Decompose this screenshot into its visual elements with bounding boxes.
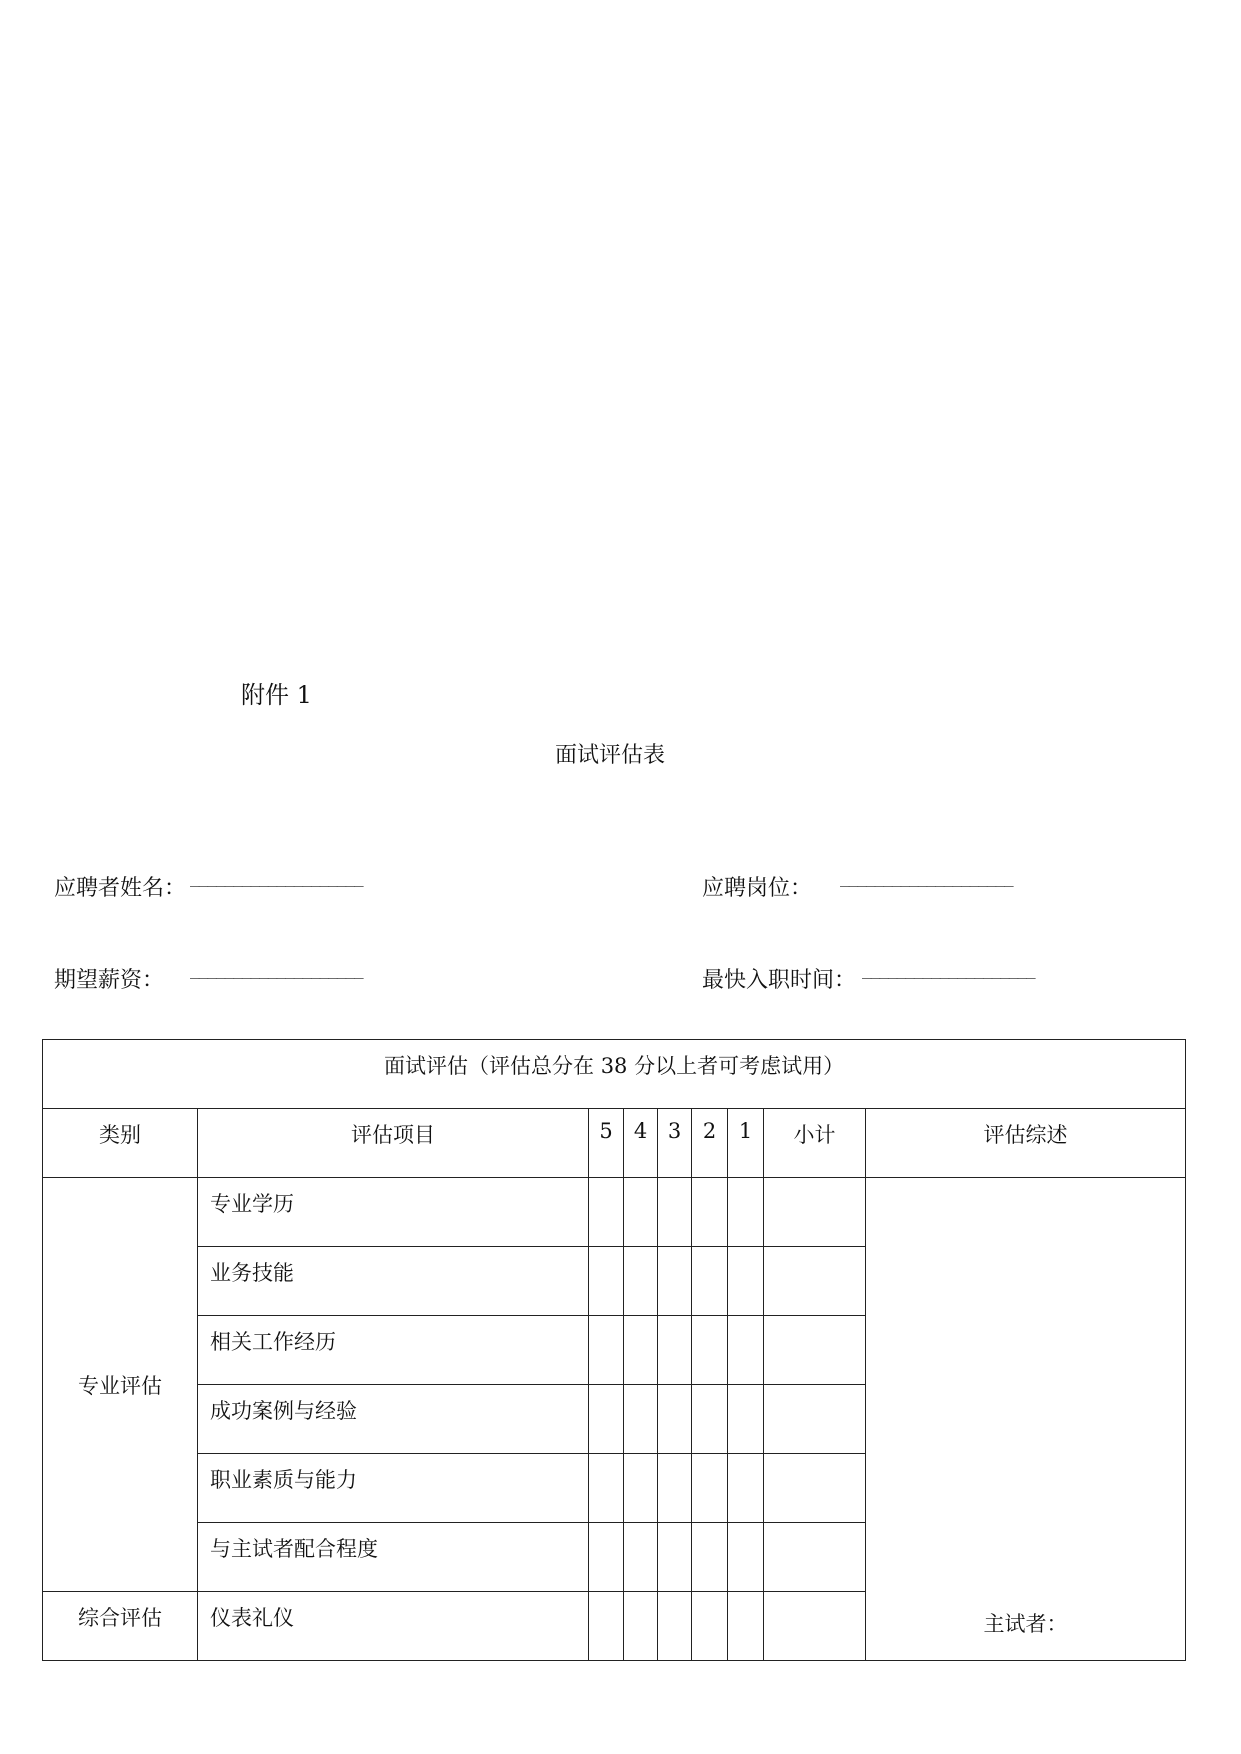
header-score-3: 3: [658, 1109, 692, 1178]
expected-salary-field[interactable]: ____________________: [190, 960, 363, 979]
score-cell-1[interactable]: [728, 1385, 764, 1454]
score-cell-1[interactable]: [728, 1523, 764, 1592]
header-subtotal: 小计: [764, 1109, 866, 1178]
table-caption: 面试评估（评估总分在 38 分以上者可考虑试用）: [43, 1040, 1186, 1109]
earliest-start-label: 最快入职时间：: [702, 968, 857, 993]
position-field[interactable]: ____________________: [840, 868, 1013, 887]
score-cell-5[interactable]: [589, 1316, 624, 1385]
score-cell-4[interactable]: [624, 1454, 658, 1523]
applicant-name-field[interactable]: ____________________: [190, 868, 363, 887]
summary-cell[interactable]: [866, 1178, 1186, 1661]
score-cell-1[interactable]: [728, 1178, 764, 1247]
header-summary: 评估综述: [866, 1109, 1186, 1178]
item-label: 专业学历: [198, 1178, 589, 1247]
expected-salary-label: 期望薪资：: [54, 968, 165, 993]
item-label: 与主试者配合程度: [198, 1523, 589, 1592]
score-cell-2[interactable]: [692, 1316, 728, 1385]
score-cell-2[interactable]: [692, 1178, 728, 1247]
subtotal-cell[interactable]: [764, 1247, 866, 1316]
score-cell-4[interactable]: [624, 1178, 658, 1247]
score-cell-4[interactable]: [624, 1316, 658, 1385]
page-title: 面试评估表: [555, 743, 666, 768]
score-cell-2[interactable]: [692, 1454, 728, 1523]
score-cell-2[interactable]: [692, 1385, 728, 1454]
subtotal-cell[interactable]: [764, 1454, 866, 1523]
subtotal-cell[interactable]: [764, 1592, 866, 1661]
score-cell-3[interactable]: [658, 1523, 692, 1592]
score-cell-4[interactable]: [624, 1247, 658, 1316]
score-cell-4[interactable]: [624, 1523, 658, 1592]
score-cell-3[interactable]: [658, 1385, 692, 1454]
score-cell-5[interactable]: [589, 1592, 624, 1661]
score-cell-3[interactable]: [658, 1316, 692, 1385]
item-label: 仪表礼仪: [198, 1592, 589, 1661]
score-cell-1[interactable]: [728, 1247, 764, 1316]
header-score-5: 5: [589, 1109, 624, 1178]
header-score-1: 1: [728, 1109, 764, 1178]
header-item: 评估项目: [198, 1109, 589, 1178]
item-label: 成功案例与经验: [198, 1385, 589, 1454]
subtotal-cell[interactable]: [764, 1316, 866, 1385]
applicant-name-label: 应聘者姓名：: [54, 876, 187, 901]
item-label: 业务技能: [198, 1247, 589, 1316]
header-row: [43, 1109, 1186, 1178]
score-cell-5[interactable]: [589, 1247, 624, 1316]
score-cell-5[interactable]: [589, 1523, 624, 1592]
category-overall: 综合评估: [43, 1592, 198, 1661]
table-row: [43, 1178, 1186, 1247]
subtotal-cell[interactable]: [764, 1178, 866, 1247]
attachment-label: 附件 1: [241, 681, 312, 709]
score-cell-3[interactable]: [658, 1178, 692, 1247]
score-cell-4[interactable]: [624, 1592, 658, 1661]
subtotal-cell[interactable]: [764, 1523, 866, 1592]
score-cell-2[interactable]: [692, 1592, 728, 1661]
category-professional: 专业评估: [43, 1178, 198, 1592]
position-label: 应聘岗位：: [702, 876, 813, 901]
score-cell-5[interactable]: [589, 1178, 624, 1247]
score-cell-5[interactable]: [589, 1385, 624, 1454]
subtotal-cell[interactable]: [764, 1385, 866, 1454]
score-cell-1[interactable]: [728, 1454, 764, 1523]
score-cell-2[interactable]: [692, 1247, 728, 1316]
score-cell-5[interactable]: [589, 1454, 624, 1523]
examiner-label: 主试者：: [983, 1612, 1068, 1636]
score-cell-1[interactable]: [728, 1592, 764, 1661]
header-score-2: 2: [692, 1109, 728, 1178]
score-cell-3[interactable]: [658, 1454, 692, 1523]
item-label: 相关工作经历: [198, 1316, 589, 1385]
earliest-start-field[interactable]: ____________________: [862, 960, 1035, 979]
caption-row: [43, 1040, 1186, 1109]
score-cell-4[interactable]: [624, 1385, 658, 1454]
header-category: 类别: [43, 1109, 198, 1178]
header-score-4: 4: [624, 1109, 658, 1178]
score-cell-3[interactable]: [658, 1247, 692, 1316]
evaluation-table: [42, 1039, 1186, 1661]
score-cell-1[interactable]: [728, 1316, 764, 1385]
item-label: 职业素质与能力: [198, 1454, 589, 1523]
score-cell-3[interactable]: [658, 1592, 692, 1661]
score-cell-2[interactable]: [692, 1523, 728, 1592]
